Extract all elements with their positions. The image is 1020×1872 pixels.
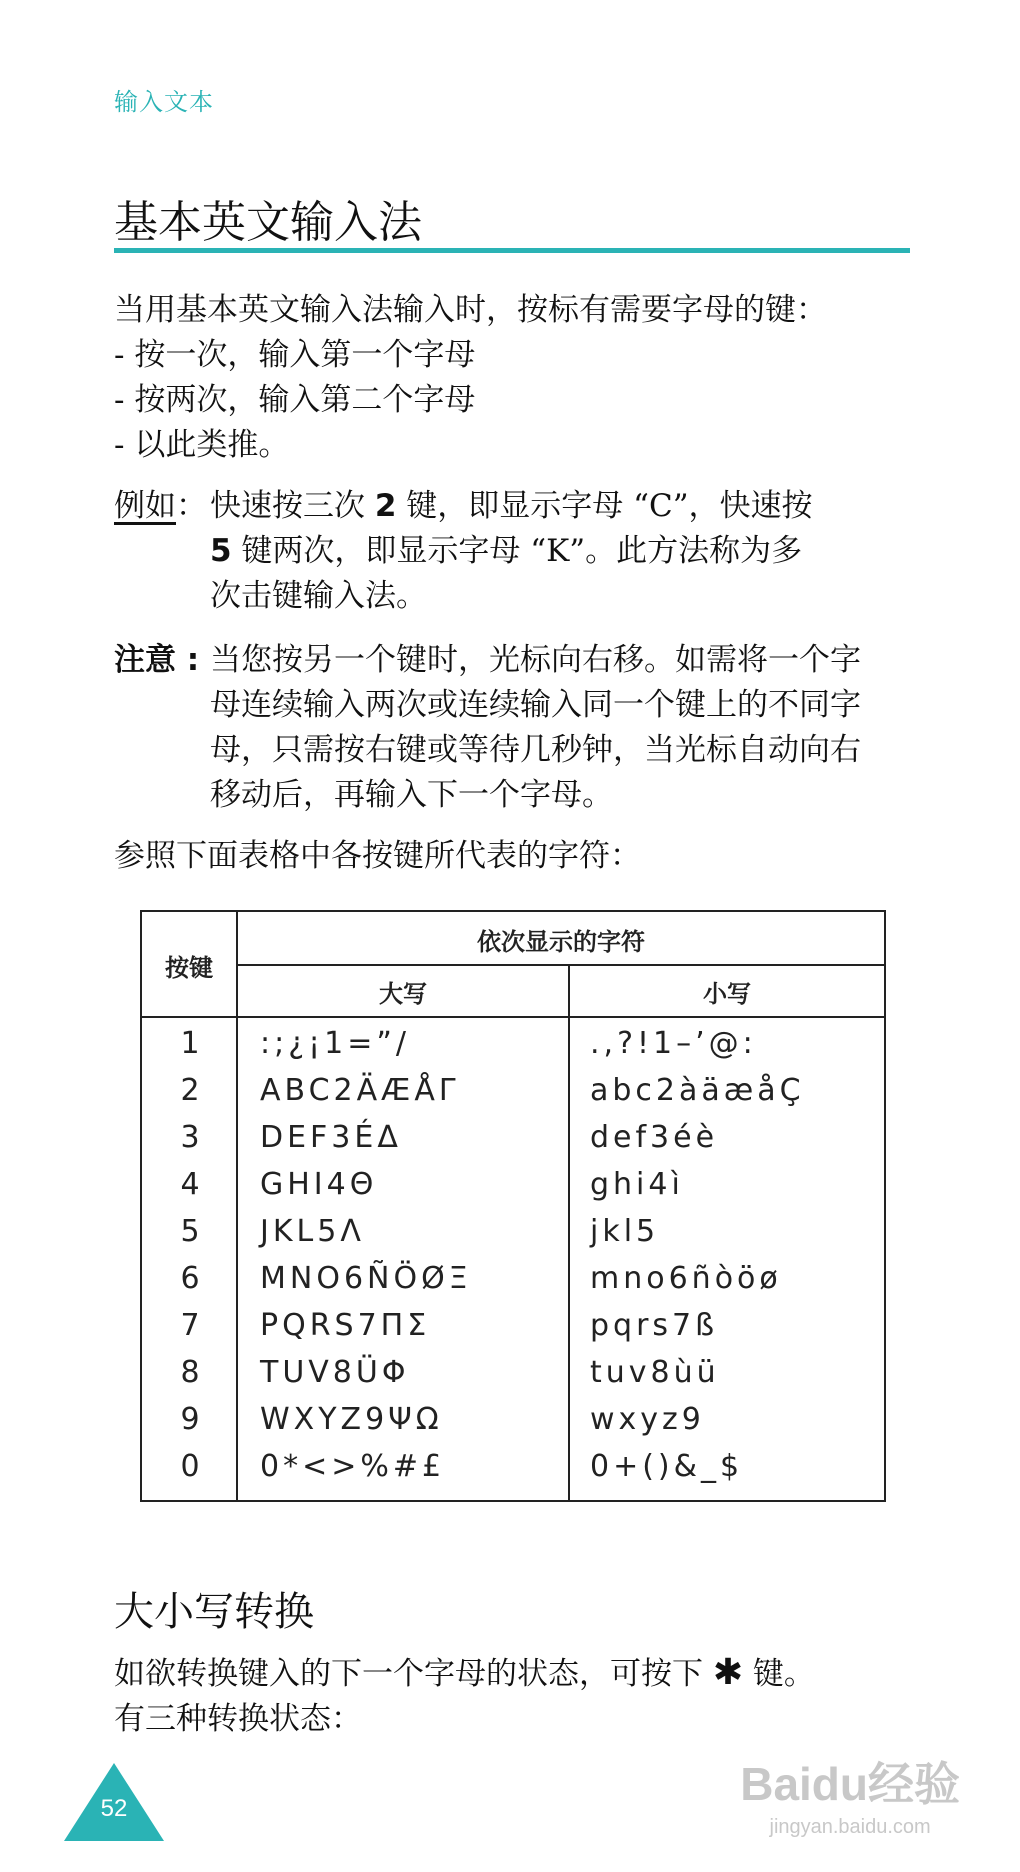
intro-item: - 以此类推。 bbox=[114, 427, 290, 463]
table-row-lower: .,?!1–’@: bbox=[590, 1026, 757, 1061]
intro-block bbox=[114, 288, 827, 468]
table-row-upper: TUV8ÜΦ bbox=[260, 1355, 410, 1390]
intro-item: - 按一次，输入第一个字母 bbox=[114, 337, 476, 373]
header-upper: 大写 bbox=[379, 980, 427, 1008]
table-divider bbox=[238, 964, 884, 966]
example-block bbox=[114, 484, 914, 619]
lowercase-column bbox=[590, 1020, 805, 1490]
notice-text: 母连续输入两次或连续输入同一个键上的不同字 bbox=[210, 687, 861, 723]
watermark-logo: Baidu经验 bbox=[740, 1758, 960, 1810]
table-row-key: 5 bbox=[180, 1214, 200, 1249]
example-text: 键，即显示字母 “C”，快速按 bbox=[396, 488, 813, 524]
table-row-lower: 0+()&_$ bbox=[590, 1449, 744, 1484]
example-text: 键两次，即显示字母 “K”。此方法称为多 bbox=[231, 533, 803, 569]
table-row-key: 6 bbox=[180, 1261, 200, 1296]
title-underline bbox=[114, 248, 910, 253]
reference-text: 参照下面表格中各按键所代表的字符： bbox=[114, 838, 641, 874]
table-row-upper: :;¿¡1=”/ bbox=[260, 1026, 411, 1061]
example-text: 快速按三次 bbox=[210, 488, 375, 524]
table-row-lower: pqrs7ß bbox=[590, 1308, 719, 1343]
example-label: 例如 bbox=[114, 488, 176, 524]
watermark bbox=[740, 1748, 960, 1839]
table-row-upper: PQRS7ΠΣ bbox=[260, 1308, 431, 1343]
watermark-url: jingyan.baidu.com bbox=[769, 1816, 931, 1838]
table-row-key: 2 bbox=[180, 1073, 200, 1108]
key-character-table bbox=[140, 910, 886, 1502]
table-row-lower: ghi4ì bbox=[590, 1167, 684, 1202]
key-label: 2 bbox=[374, 488, 397, 524]
page-title: 基本英文输入法 bbox=[114, 197, 422, 248]
table-row-key: 4 bbox=[180, 1167, 200, 1202]
table-row-key: 3 bbox=[180, 1120, 200, 1155]
notice-text: 移动后，再输入下一个字母。 bbox=[210, 777, 613, 813]
notice-block bbox=[114, 638, 914, 818]
example-sep: ： bbox=[176, 488, 207, 524]
case-text: 有三种转换状态： bbox=[114, 1701, 362, 1737]
case-block bbox=[114, 1650, 815, 1742]
table-row-lower: mno6ñòöø bbox=[590, 1261, 782, 1296]
example-text: 次击键输入法。 bbox=[210, 578, 427, 614]
intro-item: - 按两次，输入第二个字母 bbox=[114, 382, 476, 418]
case-section-title: 大小写转换 bbox=[114, 1589, 314, 1635]
key-column bbox=[142, 1020, 238, 1490]
header-key: 按键 bbox=[165, 954, 213, 982]
notice-label: 注意 : bbox=[114, 642, 200, 678]
table-divider bbox=[568, 964, 570, 1500]
table-row-upper: DEF3ÉΔ bbox=[260, 1120, 402, 1155]
uppercase-column bbox=[260, 1020, 472, 1490]
table-row-key: 0 bbox=[180, 1449, 200, 1484]
key-label: 5 bbox=[210, 533, 232, 569]
case-text: 如欲转换键入的下一个字母的状态，可按下 bbox=[114, 1656, 713, 1692]
table-row-upper: ABC2ÄÆÅΓ bbox=[260, 1073, 460, 1108]
table-row-lower: wxyz9 bbox=[590, 1402, 705, 1437]
table-row-upper: 0*<>%#£ bbox=[260, 1449, 446, 1484]
table-row-key: 8 bbox=[180, 1355, 200, 1390]
case-text: 键。 bbox=[743, 1656, 815, 1692]
notice-text: 当您按另一个键时，光标向右移。如需将一个字 bbox=[210, 642, 861, 678]
table-row-upper: WXYZ9ΨΩ bbox=[260, 1402, 443, 1437]
table-row-key: 7 bbox=[180, 1308, 200, 1343]
star-key-icon: ✱ bbox=[712, 1652, 744, 1693]
table-row-upper: MNO6ÑÖØΞ bbox=[260, 1261, 472, 1296]
header-chars: 依次显示的字符 bbox=[477, 928, 645, 956]
table-row-lower: def3éè bbox=[590, 1120, 719, 1155]
table-row-key: 9 bbox=[180, 1402, 200, 1437]
table-row-upper: JKL5Λ bbox=[260, 1214, 365, 1249]
table-row-upper: GHI4Θ bbox=[260, 1167, 378, 1202]
table-row-key: 1 bbox=[180, 1026, 200, 1061]
table-divider bbox=[142, 1016, 884, 1018]
table-row-lower: jkl5 bbox=[590, 1214, 660, 1249]
intro-lead: 当用基本英文输入法输入时，按标有需要字母的键： bbox=[114, 292, 827, 328]
table-row-lower: abc2àäæåÇ bbox=[590, 1073, 805, 1108]
table-row-lower: tuv8ùü bbox=[590, 1355, 720, 1390]
header-lower: 小写 bbox=[703, 980, 751, 1008]
notice-text: 母，只需按右键或等待几秒钟，当光标自动向右 bbox=[210, 732, 861, 768]
page-number: 52 bbox=[100, 1795, 128, 1822]
section-header: 输入文本 bbox=[114, 88, 214, 116]
